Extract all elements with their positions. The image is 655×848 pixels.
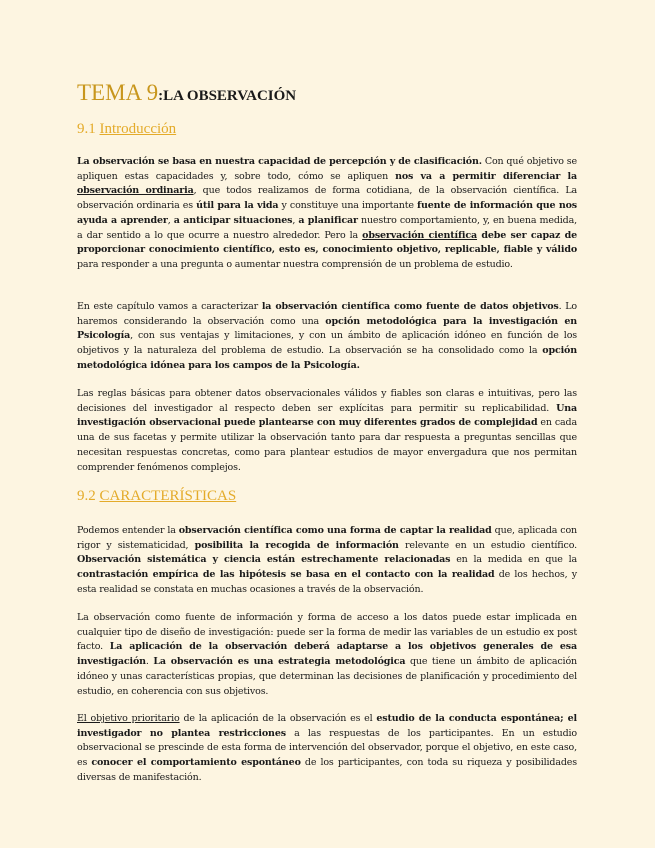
chapter-number: TEMA 9 xyxy=(77,80,159,105)
text: de los hechos, y esta realidad se constata en muchas ocasiones a través de la observación. xyxy=(77,569,577,595)
text: nuestro comportamiento, y, en buena medida, a dar sentido a lo que ocurre a nuestro alrededor. Pero la xyxy=(77,214,577,241)
text-bold: conocer el comportamiento espontáneo xyxy=(91,757,301,769)
text: para responder a una pregunta o aumentar nuestra comprensión de un problema de estudio. xyxy=(77,258,513,270)
section-number: 9.1 xyxy=(77,121,96,137)
text-bold: nos va a permitir diferenciar la xyxy=(395,170,577,182)
text-bold-underlined: observación científica xyxy=(362,229,478,241)
text: que tiene un ámbito de aplicación idóneo y unas características propias, que determinan las decisiones de planificación y procedimiento del estudio, en coherencia con sus objetivos. xyxy=(77,656,577,697)
section-title: CARACTERÍSTICAS xyxy=(99,488,237,504)
text: , xyxy=(292,214,299,226)
text-bold: La observación se basa en nuestra capacidad de percepción y de clasificación. xyxy=(77,156,482,167)
text: , que todos realizamos de forma cotidiana, de la observación científica. La observación ordinaria es xyxy=(77,185,577,212)
text: En este capítulo vamos a caracterizar xyxy=(77,301,262,312)
text-underlined: El objetivo prioritario xyxy=(77,713,180,724)
text: . Lo haremos considerando la observación como una xyxy=(77,301,577,327)
text: y constituye una importante xyxy=(278,200,418,212)
text: de los participantes, con toda su riqueza y posibilidades diversas de manifestación. xyxy=(77,757,577,783)
intro-paragraph-2 xyxy=(77,300,577,374)
section-title: Introducción xyxy=(99,121,177,137)
section-heading-caracteristicas xyxy=(77,488,236,505)
text: La observación como fuente de información y forma de acceso a los datos puede estar implicada en cualquier tipo de diseño de investigación: puede ser la forma de medir las variables de un estudio ex post facto. xyxy=(77,612,577,653)
text-bold: opción metodológica para la investigación en Psicología xyxy=(77,315,577,342)
text-bold: observación científica como una forma de captar la realidad xyxy=(178,525,492,536)
text: . xyxy=(145,656,154,668)
text-bold: útil para la vida xyxy=(196,200,279,212)
text-bold: Observación sistemática y ciencia están estrechamente relacionadas xyxy=(77,554,451,566)
chapter-title xyxy=(77,70,296,108)
section-heading-introduccion xyxy=(77,121,176,138)
text-bold: estudio de la conducta espontánea; el investigador no plantea restricciones xyxy=(77,713,578,739)
text-bold: fuente de información que nos ayuda a aprender xyxy=(77,200,577,226)
text-bold: La aplicación de la observación deberá adaptarse a los objetivos generales de esa investigación xyxy=(77,641,577,668)
text-bold: contrastación empírica de las hipótesis se basa en el contacto con la realidad xyxy=(77,569,495,581)
text: de la aplicación de la observación es el xyxy=(179,713,377,724)
text-bold: posibilita la recogida de información xyxy=(194,539,399,551)
text-bold: debe ser capaz de proporcionar conocimiento científico, esto es, conocimiento objetivo, replicable, fiable y válido xyxy=(77,229,577,256)
caracteristicas-paragraph-2 xyxy=(77,611,577,699)
intro-paragraph-3 xyxy=(77,387,577,475)
text: , con sus ventajas y limitaciones, y con un ámbito de aplicación idóneo en función de los objetivos y la naturaleza del problema de estudio. La observación se ha consolidado como la xyxy=(77,330,577,357)
text: Con qué objetivo se apliquen estas capacidades y, sobre todo, cómo se apliquen xyxy=(77,156,577,182)
text: a las respuestas de los participantes. En un estudio observacional se prescinde de esta forma de intervención del observador, porque el objetivo, en este caso, es xyxy=(77,727,577,769)
section-number: 9.2 xyxy=(77,488,96,504)
caracteristicas-paragraph-3 xyxy=(77,712,577,786)
text-bold-underlined: observación ordinaria xyxy=(77,185,194,197)
text: relevante en un estudio científico. xyxy=(398,539,578,551)
text-bold: a planificar xyxy=(298,214,358,226)
text-bold: la observación científica como fuente de datos objetivos xyxy=(261,301,559,312)
text-bold: a anticipar situaciones xyxy=(173,214,293,226)
caracteristicas-paragraph-1 xyxy=(77,524,577,598)
chapter-name: :LA OBSERVACIÓN xyxy=(158,88,297,104)
intro-paragraph-1 xyxy=(77,155,577,273)
text-bold: La observación es una estrategia metodológica xyxy=(153,656,406,668)
text: en la medida en que la xyxy=(450,554,578,566)
text: que, aplicada con rigor y sistematicidad, xyxy=(77,525,577,551)
text: , xyxy=(167,214,174,226)
text-bold: opción metodológica idónea para los campos de la Psicología. xyxy=(77,345,577,371)
text: Las reglas básicas para obtener datos observacionales válidos y fiables son claras e intuitivas, pero las decisiones del investigador al respecto deben ser explícitas para permitir su replicabilidad. xyxy=(77,388,577,414)
text: en cada una de sus facetas y permite utilizar la observación tanto para dar respuesta a preguntas sencillas que necesitan respuestas concretas, como para plantear estudios de mayor envergadura que nos permitan comprender fenómenos complejos. xyxy=(77,417,577,473)
text: Podemos entender la xyxy=(77,525,179,536)
text-bold: Una investigación observacional puede plantearse con muy diferentes grados de complejidad xyxy=(77,402,577,429)
